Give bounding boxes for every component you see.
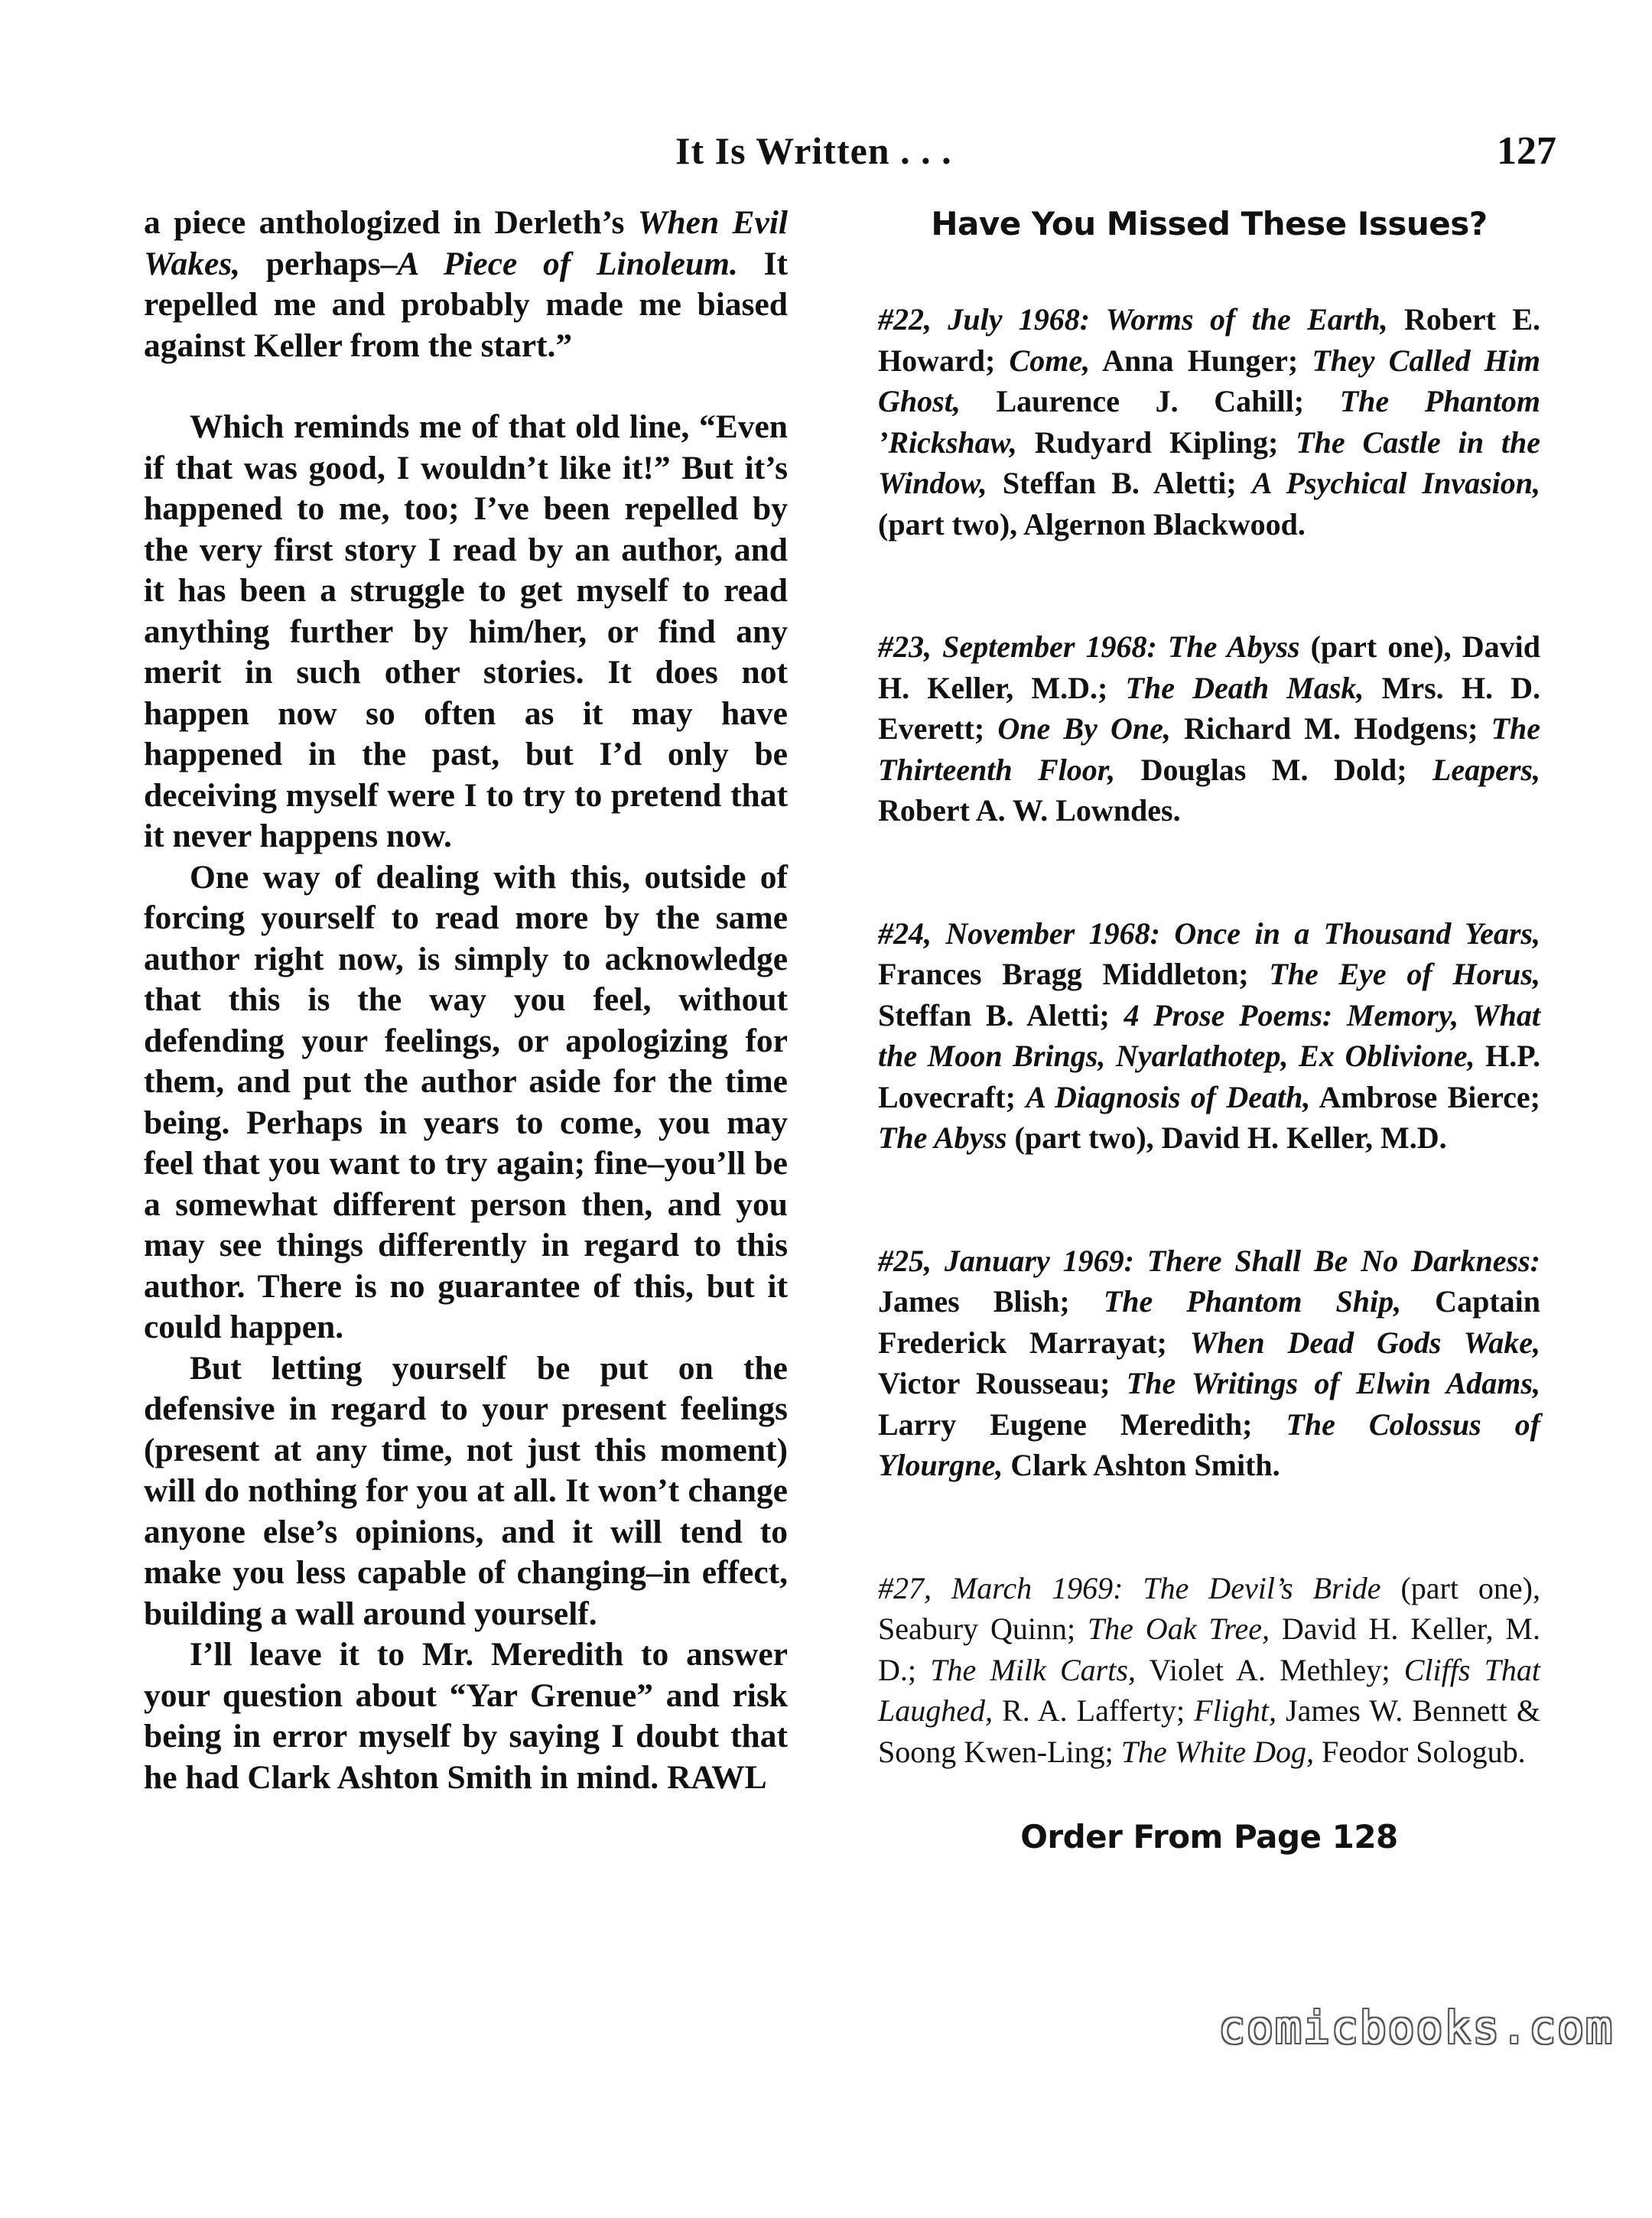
back-issue-entry: #25, January 1969: There Shall Be No Darkness: James Blish; The Phantom Ship, Captain Frederick Marrayat; When Dead Gods Wake, Victor Rousseau; The Writings of Elwin Adams, Larry Eugene Meredith; The Colossus of Ylourgne, Clark Ashton Smith. [878,1243,1540,1482]
italic-title: The White Dog, [1120,1734,1314,1769]
italic-title: #24, November 1968: Once in a Thousand Years, [878,915,1540,951]
italic-title: The Thirteenth Floor, [878,711,1541,787]
italic-title: The Phantom ’Rickshaw, [878,384,1540,460]
running-header [141,128,1556,182]
italic-title: #23, September 1968: The Abyss [878,629,1300,664]
italic-title: #27, March 1969: The Devil’s Bride [878,1570,1381,1605]
back-issue-entry: #27, March 1969: The Devil’s Bride (part one), Seabury Quinn; The Oak Tree, David H. Keller, M. D.; The Milk Carts, Violet A. Methley; Cliffs That Laughed, R. A. Lafferty; Flight, James W. Bennett & Soong Kwen-Ling; The White Dog, Feodor Sologub. [878,1570,1540,1769]
back-issue-entry: #24, November 1968: Once in a Thousand Years, Frances Bragg Middleton; The Eye of Horus, Steffan B. Aletti; 4 Prose Poems: Memory, What the Moon Brings, Nyarlathotep, Ex Oblivione, H.P. Lovecraft; A Diagnosis of Death, Ambrose Bierce; The Abyss (part two), David H. Keller, M.D. [878,915,1540,1155]
italic-title: Flight, [1194,1693,1276,1728]
watermark-logo: comicbooks.com [1218,2002,1614,2054]
italic-title: #25, January 1969: There Shall Be No Darkness: [878,1243,1540,1278]
back-issue-entry: #23, September 1968: The Abyss (part one), David H. Keller, M.D.; The Death Mask, Mrs. H. D. Everett; One By One, Richard M. Hodgens; The Thirteenth Floor, Douglas M. Dold; Leapers, Robert A. W. Lowndes. [878,629,1541,828]
article-paragraph: I’ll leave it to Mr. Meredith to answer your question about “Yar Grenue” and risk being in error myself by saying I doubt that he had Clark Ashton Smith in mind. RAWL [144,1636,788,1796]
italic-title: The Milk Carts, [930,1652,1136,1687]
italic-title: A Diagnosis of Death, [1026,1079,1311,1114]
page-number: 127 [1497,129,1556,173]
italic-title: The Abyss [878,1120,1007,1155]
running-title: It Is Written . . . [675,129,952,172]
article-paragraph: One way of dealing with this, outside of forcing yourself to read more by the same author right now, is simply to acknowledge that this is the way you feel, without defending your feelings, or apologizing for them, and put the author aside for the time being. Perhaps in years to come, you may feel that you want to try again; fine–you’ll be a somewhat different person then, and you may see things differently in regard to this author. There is no guarantee of this, but it could happen. [144,858,788,1345]
italic-title: The Castle in the Window, [878,424,1540,500]
italic-title: The Phantom Ship, [1103,1284,1402,1319]
italic-title: The Oak Tree, [1087,1611,1270,1646]
article-paragraph: But letting yourself be put on the defensive in regard to your present feelings (present at any time, not just this moment) will do nothing for you at all. It won’t change anyone else’s opinions, and it will tend to make you less capable of changing–in effect, building a wall around yourself. [144,1349,788,1632]
italic-title: A Piece of Linoleum. [397,245,738,282]
italic-title: The Writings of Elwin Adams, [1126,1366,1540,1400]
italic-title: The Colossus of Ylourgne, [878,1407,1540,1482]
italic-title: 4 Prose Poems: Memory, What the Moon Brings, Nyarlathotep, Ex Oblivione, [878,997,1540,1073]
back-issues-box [878,205,1540,1855]
italic-title: The Eye of Horus, [1269,957,1540,991]
italic-title: Leapers, [1432,752,1540,787]
order-from-page-note: Order From Page 128 [1020,1818,1398,1855]
back-issue-entry: #22, July 1968: Worms of the Earth, Robert E. Howard; Come, Anna Hunger; They Called Him Ghost, Laurence J. Cahill; The Phantom ’Rickshaw, Rudyard Kipling; The Castle in the Window, Steffan B. Aletti; A Psychical Invasion, (part two), Algernon Blackwood. [878,302,1541,541]
italic-title: One By One, [997,711,1171,746]
italic-title: Cliffs That Laughed, [878,1652,1540,1728]
italic-title: When Dead Gods Wake, [1189,1325,1540,1360]
italic-title: Come, [1009,343,1091,378]
italic-title: A Psychical Invasion, [1251,466,1541,500]
back-issues-title: Have You Missed These Issues? [931,205,1488,242]
left-column-article [144,203,788,1798]
article-paragraph: Which reminds me of that old line, “Even if that was good, I wouldn’t like it!” But it’s happened to me, too; I’ve been repelled by the very first story I read by an author, and it has been a struggle to get myself to read anything further by him/her, or find any merit in such other stories. It does not happen now so often as it may have happened in the past, but I’d only be deceiving myself were I to try to pretend that it never happens now. [144,408,788,854]
italic-title: They Called Him Ghost, [878,343,1541,418]
italic-title: The Death Mask, [1125,670,1364,705]
italic-title: #22, July 1968: Worms of the Earth, [878,302,1388,337]
italic-title: When Evil Wakes, [144,204,788,282]
article-paragraph: a piece anthologized in Derleth’s When Evil Wakes, perhaps–A Piece of Linoleum. It repelled me and probably made me biased against Keller from the start.” [144,204,789,364]
